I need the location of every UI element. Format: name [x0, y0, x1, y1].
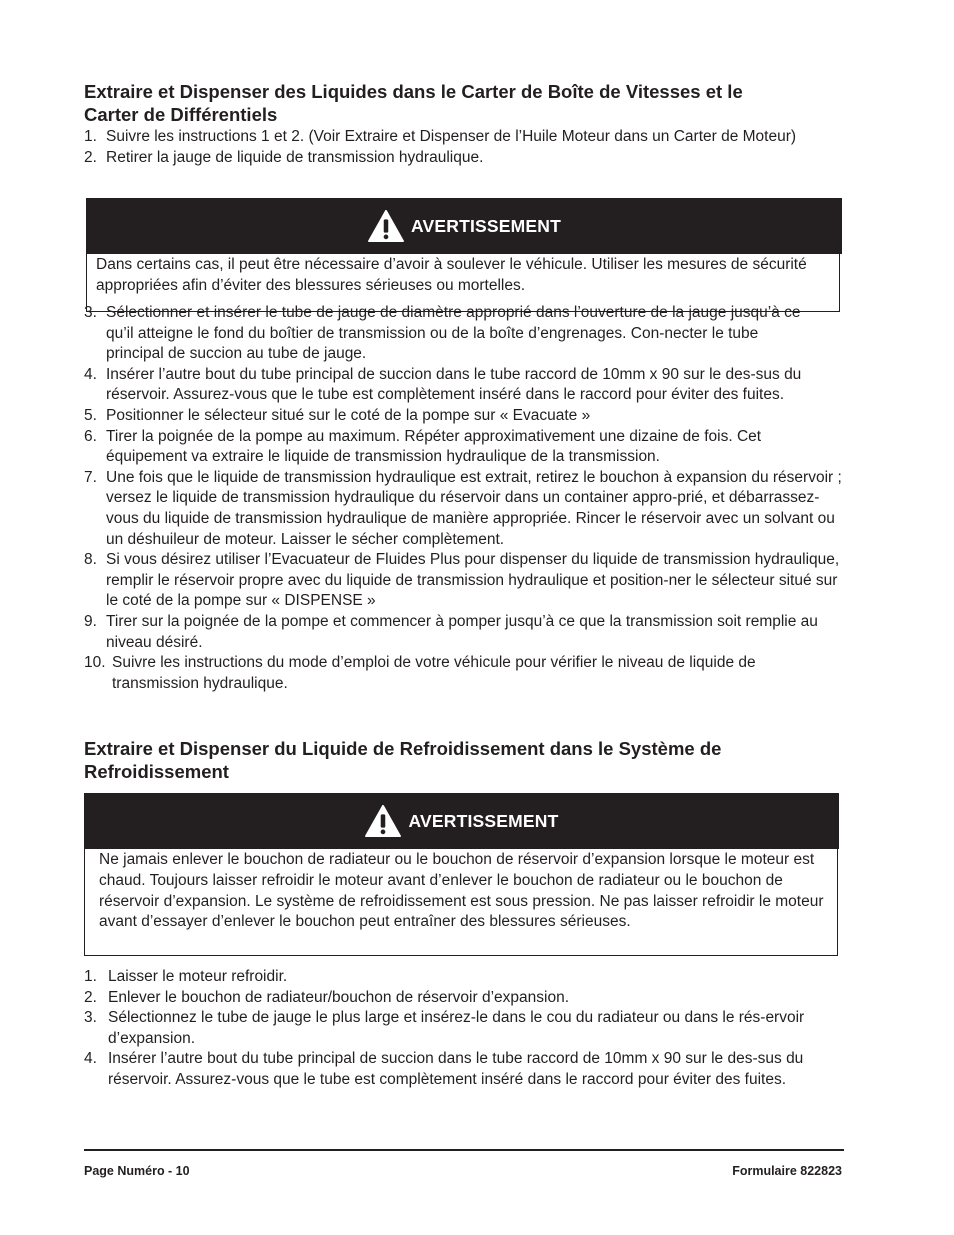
warning-triangle-icon	[364, 804, 402, 838]
footer-form-number: Formulaire 822823	[732, 1164, 842, 1178]
step-number: 5.	[84, 406, 97, 424]
step-number: 3.	[84, 1009, 97, 1027]
step-text: Suivre les instructions du mode d’emploi de votre véhicule pour vérifier le niveau de liquide de transmission hydraulique.	[112, 654, 756, 692]
step-text: Retirer la jauge de liquide de transmission hydraulique.	[106, 148, 484, 166]
list-item	[84, 1008, 842, 1049]
section-2-title-line2: Refroidissement	[84, 761, 229, 782]
list-item	[84, 406, 842, 427]
warning-title: AVERTISSEMENT	[408, 810, 559, 831]
step-text: Sélectionnez le tube de jauge le plus large et insérez-le dans le cou du radiateur ou dans le rés-ervoir d’expansion.	[108, 1009, 805, 1047]
step-number: 4.	[84, 365, 97, 383]
step-text: Positionner le sélecteur situé sur le coté de la pompe sur « Evacuate »	[106, 406, 591, 424]
step-text: Une fois que le liquide de transmission hydraulique est extrait, retirez le bouchon à expansion du réservoir ; versez le liquide de transmission hydraulique du réservoir dans un container appro-prié, et débarrassez-vous du liquide de transmission hydraulique de manière appropriée. Rincer le réservoir avec un solvant ou un déshuileur de moteur. Laisser le sécher complètement.	[106, 468, 842, 548]
list-item	[84, 653, 842, 694]
footer-divider	[84, 1149, 844, 1151]
warning-title: AVERTISSEMENT	[410, 215, 562, 236]
step-number: 3.	[84, 304, 97, 321]
section-1-title	[84, 80, 844, 126]
footer-page-number: Page Numéro - 10	[84, 1164, 190, 1178]
list-item	[84, 550, 842, 612]
step-number: 10.	[84, 654, 106, 672]
list-item	[84, 468, 842, 550]
step-number: 2.	[84, 988, 97, 1006]
list-item	[84, 1049, 842, 1090]
list-item	[84, 148, 842, 169]
step-text: Laisser le moteur refroidir.	[108, 968, 288, 985]
step-text: Insérer l’autre bout du tube principal de succion dans le tube raccord de 10mm x 90 sur le des-sus du réservoir. Assurez-vous que le tube est complètement inséré dans le raccord pour éviter des fuites.	[106, 365, 802, 404]
step-number: 1.	[84, 968, 97, 985]
warning-triangle-icon	[367, 209, 405, 243]
list-item	[84, 612, 842, 653]
warning-banner-2	[84, 793, 839, 849]
step-text: Suivre les instructions 1 et 2. (Voir Extraire et Dispenser de l’Huile Moteur dans un Carter de Moteur)	[106, 128, 797, 145]
warning-banner-1	[86, 198, 842, 254]
section-1-title-line2: Carter de Différentiels	[84, 104, 278, 125]
step-text: Sélectionner et insérer le tube de jauge de diamètre approprié dans l’ouverture de la jauge jusqu’à ce qu’il atteigne le fond du boîtier de transmission ou de la boîte d’engrenages. Con-necter le tube principal de succion au tube de jauge.	[106, 304, 801, 363]
list-item	[84, 427, 842, 468]
warning-text-1: Dans certains cas, il peut être nécessaire d’avoir à soulever le véhicule. Utiliser les mesures de sécurité appropriées afin d’éviter des blessures sérieuses ou mortelles.	[96, 256, 807, 294]
step-number: 2.	[84, 148, 97, 166]
step-number: 9.	[84, 612, 97, 630]
step-number: 8.	[84, 551, 97, 569]
step-number: 4.	[84, 1050, 97, 1068]
step-number: 1.	[84, 128, 97, 145]
list-item	[84, 127, 842, 148]
list-item	[84, 967, 842, 988]
list-item	[84, 365, 842, 406]
section-2-title-line1: Extraire et Dispenser du Liquide de Refroidissement dans le Système de	[84, 738, 722, 759]
section-2-steps	[84, 967, 842, 1091]
section-1-steps-b	[84, 303, 842, 694]
section-1-title-line1: Extraire et Dispenser des Liquides dans le Carter de Boîte de Vitesses et le	[84, 81, 743, 102]
step-text: Si vous désirez utiliser l’Evacuateur de Fluides Plus pour dispenser du liquide de transmission hydraulique, remplir le réservoir propre avec du liquide de transmission hydraulique et position-ner le sélecteur situé sur le coté de la pompe sur « DISPENSE »	[106, 551, 840, 610]
section-2-title	[84, 737, 844, 783]
list-item	[84, 988, 842, 1009]
list-item	[84, 303, 842, 365]
step-text: Insérer l’autre bout du tube principal de succion dans le tube raccord de 10mm x 90 sur le des-sus du réservoir. Assurez-vous que le tube est complètement inséré dans le raccord pour éviter des fuites.	[108, 1050, 804, 1088]
step-number: 6.	[84, 427, 97, 445]
step-text: Enlever le bouchon de radiateur/bouchon de réservoir d’expansion.	[108, 988, 569, 1006]
section-1-steps-a	[84, 127, 842, 168]
step-number: 7.	[84, 468, 97, 486]
warning-text-2: Ne jamais enlever le bouchon de radiateur ou le bouchon de réservoir d’expansion lorsque le moteur est chaud. Toujours laisser refroidir le moteur avant d’enlever le bouchon de radiateur ou le bouchon de réservoir d’expansion. Le système de refroidissement est sous pression. Ne pas laisser refroidir le moteur avant d’essayer d’enlever le bouchon peut entraîner des blessures sérieuses.	[99, 851, 824, 931]
step-text: Tirer sur la poignée de la pompe et commencer à pomper jusqu’à ce que la transmission soit remplie au niveau désiré.	[106, 612, 818, 651]
step-text: Tirer la poignée de la pompe au maximum. Répéter approximativement une dizaine de fois. Cet équipement va extraire le liquide de transmission hydraulique de la transmission.	[106, 427, 762, 466]
